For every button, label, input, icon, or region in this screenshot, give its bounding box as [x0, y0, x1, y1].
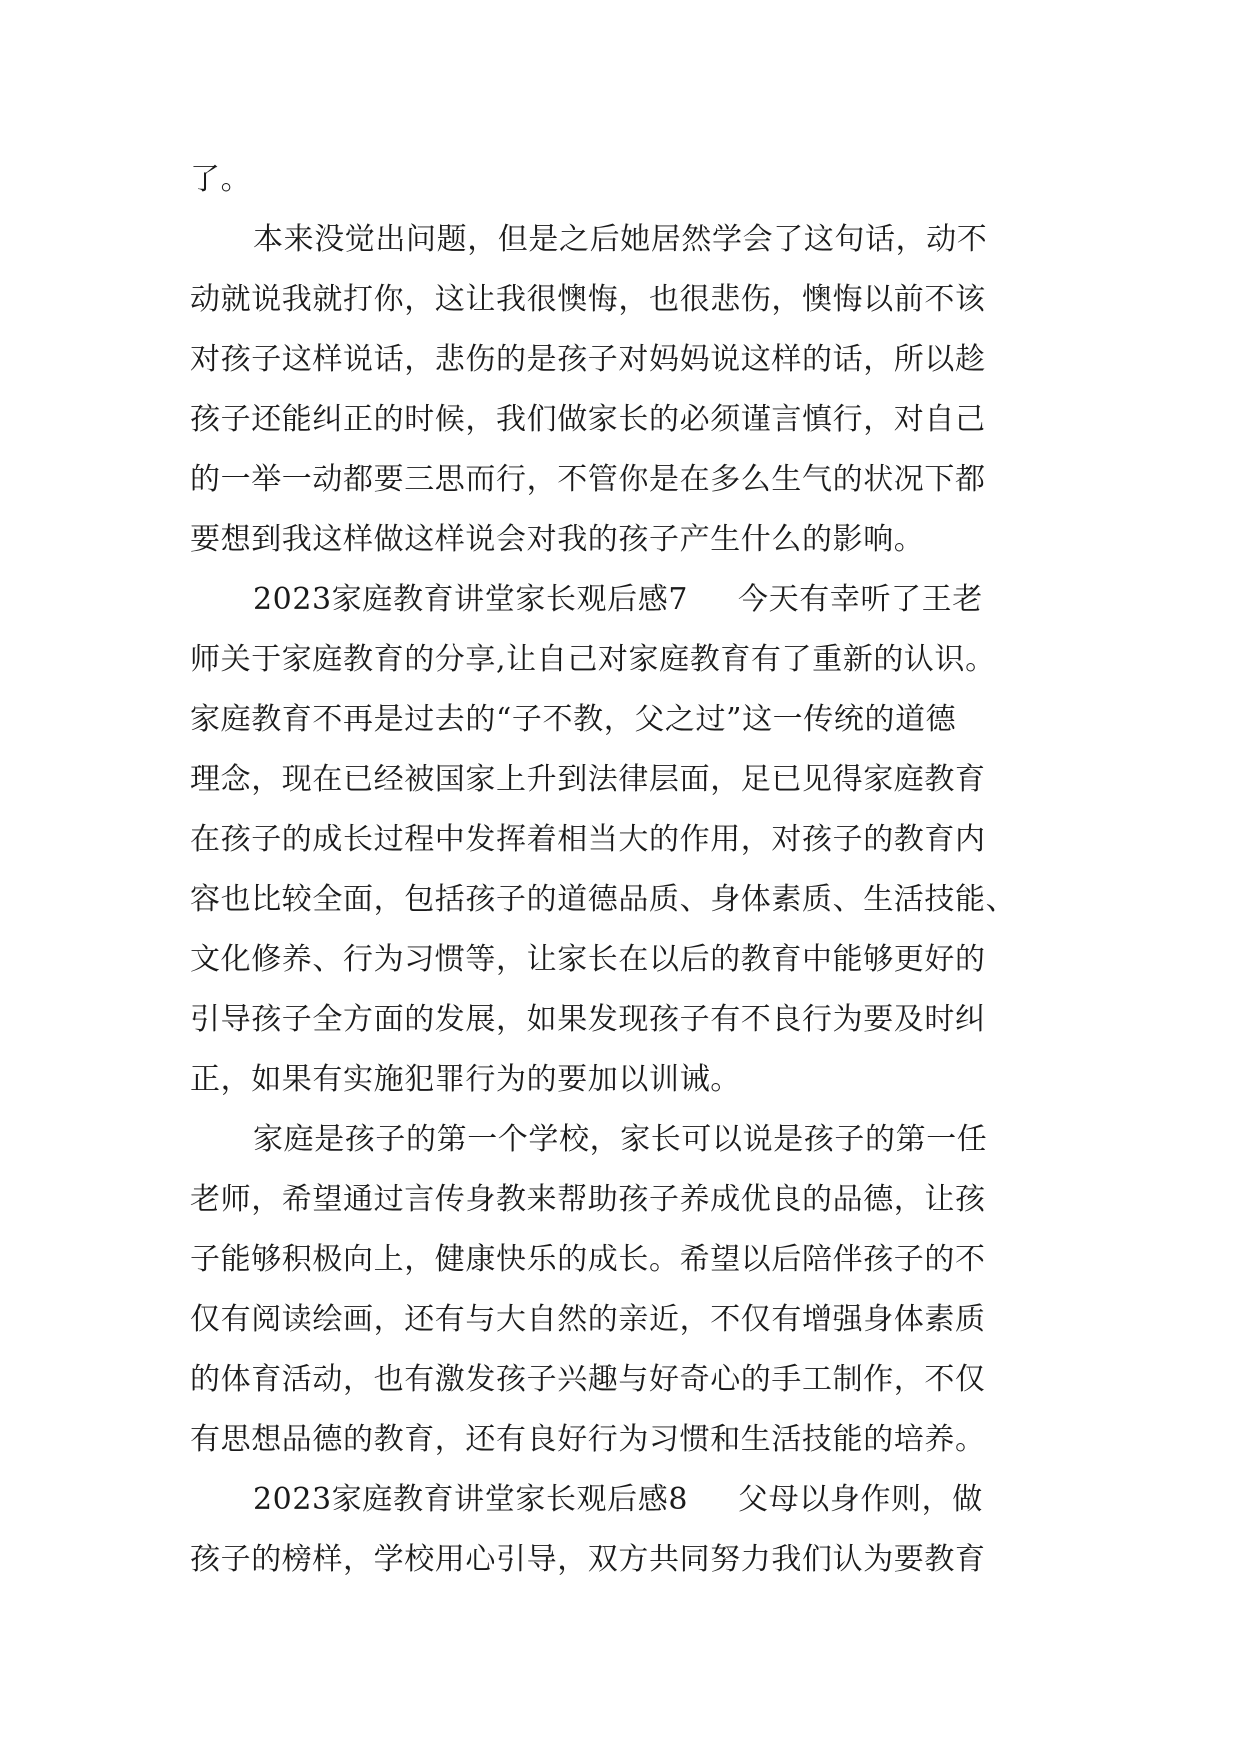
- body-line: 引导孩子全方面的发展，如果发现孩子有不良行为要及时纠: [190, 1002, 986, 1037]
- body-line: 正，如果有实施犯罪行为的要加以训诫。: [190, 1062, 741, 1097]
- body-line: 家庭教育不再是过去的“子不教，父之过”这一传统的道德: [190, 702, 957, 737]
- body-line: 动就说我就打你，这让我很懊悔，也很悲伤，懊悔以前不该: [190, 282, 986, 317]
- body-line: 子能够积极向上，健康快乐的成长。希望以后陪伴孩子的不: [190, 1242, 986, 1277]
- body-line: 容也比较全面，包括孩子的道德品质、身体素质、生活技能、: [190, 882, 1017, 917]
- heading-tail-text: 今天有幸听了王老: [738, 582, 983, 617]
- body-line: 在孩子的成长过程中发挥着相当大的作用，对孩子的教育内: [190, 822, 986, 857]
- body-line: 孩子的榜样，学校用心引导，双方共同努力我们认为要教育: [190, 1542, 986, 1577]
- body-line: 仅有阅读绘画，还有与大自然的亲近，不仅有增强身体素质: [190, 1302, 986, 1337]
- section-heading-line: [190, 570, 1056, 630]
- body-line: 的体育活动，也有激发孩子兴趣与好奇心的手工制作，不仅: [190, 1362, 986, 1397]
- paragraph-first-line: 本来没觉出问题，但是之后她居然学会了这句话，动不: [253, 222, 988, 257]
- body-line: 师关于家庭教育的分享,让自己对家庭教育有了重新的认识。: [190, 642, 996, 677]
- body-line: 文化修养、行为习惯等，让家长在以后的教育中能够更好的: [190, 942, 986, 977]
- body-line: 有思想品德的教育，还有良好行为习惯和生活技能的培养。: [190, 1422, 986, 1457]
- body-line: 要想到我这样做这样说会对我的孩子产生什么的影响。: [190, 522, 925, 557]
- body-line: 的一举一动都要三思而行，不管你是在多么生气的状况下都: [190, 462, 986, 497]
- document-body: [190, 150, 1056, 1590]
- heading-tail-text: 父母以身作则，做: [738, 1482, 983, 1517]
- body-line: 了。: [190, 162, 252, 197]
- body-line: 理念，现在已经被国家上升到法律层面，足已见得家庭教育: [190, 762, 986, 797]
- body-line: 老师，希望通过言传身教来帮助孩子养成优良的品德，让孩: [190, 1182, 986, 1217]
- section-heading-line: [190, 1470, 1056, 1530]
- body-line: 孩子还能纠正的时候，我们做家长的必须谨言慎行，对自己: [190, 402, 986, 437]
- body-line: 对孩子这样说话，悲伤的是孩子对妈妈说这样的话，所以趁: [190, 342, 986, 377]
- paragraph-first-line: 家庭是孩子的第一个学校，家长可以说是孩子的第一任: [253, 1122, 988, 1157]
- section-heading: 2023家庭教育讲堂家长观后感8: [253, 1482, 689, 1517]
- section-heading: 2023家庭教育讲堂家长观后感7: [253, 582, 689, 617]
